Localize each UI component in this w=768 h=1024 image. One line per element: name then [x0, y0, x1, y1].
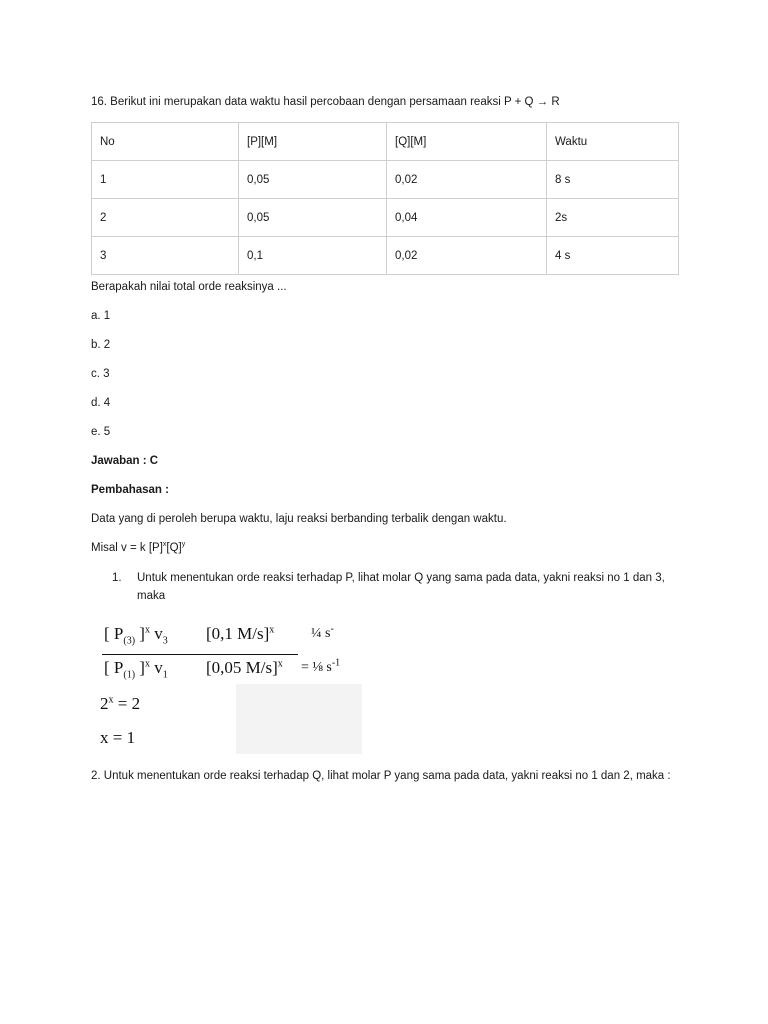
rate-law-prefix: Misal v = k [P] — [91, 542, 163, 554]
table-cell: 0,05 — [239, 199, 387, 237]
rate-law — [91, 541, 185, 556]
table-header-cell: Waktu — [547, 123, 679, 161]
table-cell: 1 — [92, 161, 239, 199]
option-c: c. 3 — [91, 368, 110, 380]
table-cell: 2s — [547, 199, 679, 237]
step1-number: 1. — [112, 572, 122, 584]
table-row — [92, 161, 679, 199]
option-b: b. 2 — [91, 339, 111, 351]
numerator-right: ¼ s- — [311, 623, 334, 641]
option-e: e. 5 — [91, 426, 111, 438]
table-cell: 8 s — [547, 161, 679, 199]
table-header-cell: [P][M] — [239, 123, 387, 161]
step2-text: 2. Untuk menentukan orde reaksi terhadap Q, lihat molar P yang sama pada data, yakni reaksi no 1 dan 2, maka : — [91, 770, 671, 782]
discussion-heading: Pembahasan : — [91, 484, 169, 496]
question-prompt: Berapakah nilai total orde reaksinya ... — [91, 281, 287, 293]
fraction-bar-mid — [202, 654, 298, 655]
numerator-mid: [0,1 M/s]$^x$ — [206, 624, 275, 643]
denominator-right: = ⅛ $s^{-1}$ — [301, 657, 341, 675]
numerator-left: [ $P_{(3)}$ ]$^x$ $v_3$ — [104, 624, 168, 647]
table-cell: 4 s — [547, 237, 679, 275]
table-cell: 0,02 — [387, 237, 547, 275]
option-d: d. 4 — [91, 397, 111, 409]
table-row — [92, 237, 679, 275]
data-table — [91, 122, 679, 275]
question-title: 16. Berikut ini merupakan data waktu hasil percobaan dengan persamaan reaksi P + Q → R — [91, 96, 560, 108]
table-header-cell: No — [92, 123, 239, 161]
table-row — [92, 199, 679, 237]
rate-law-exp-y: y — [181, 541, 186, 549]
fraction-bar-left — [102, 654, 202, 655]
table-cell: 0,05 — [239, 161, 387, 199]
equation-line2: x = 1 — [100, 728, 136, 747]
discussion-text: Data yang di peroleh berupa waktu, laju reaksi berbanding terbalik dengan waktu. — [91, 513, 507, 525]
answer-text: Jawaban : C — [91, 455, 159, 467]
math-derivation-image — [98, 616, 368, 756]
step1-text: Untuk menentukan orde reaksi terhadap P, lihat molar Q yang sama pada data, yakni reaksi no 1 dan 3, maka — [137, 572, 665, 602]
table-header-row — [92, 123, 679, 161]
equation-line1: $2^x = 2$ — [100, 694, 141, 713]
option-a: a. 1 — [91, 310, 111, 322]
table-cell: 2 — [92, 199, 239, 237]
rate-law-exp-x: x — [162, 541, 167, 549]
denominator-left: [ $P_{(1)}$ ]$^x$ $v_1$ — [104, 658, 168, 681]
table-cell: 0,1 — [239, 237, 387, 275]
table-cell: 0,02 — [387, 161, 547, 199]
rate-law-mid: [Q] — [166, 542, 182, 554]
table-cell: 0,04 — [387, 199, 547, 237]
table-cell: 3 — [92, 237, 239, 275]
denominator-mid: [0,05 M/s]$^x$ — [206, 658, 283, 677]
table-header-cell: [Q][M] — [387, 123, 547, 161]
